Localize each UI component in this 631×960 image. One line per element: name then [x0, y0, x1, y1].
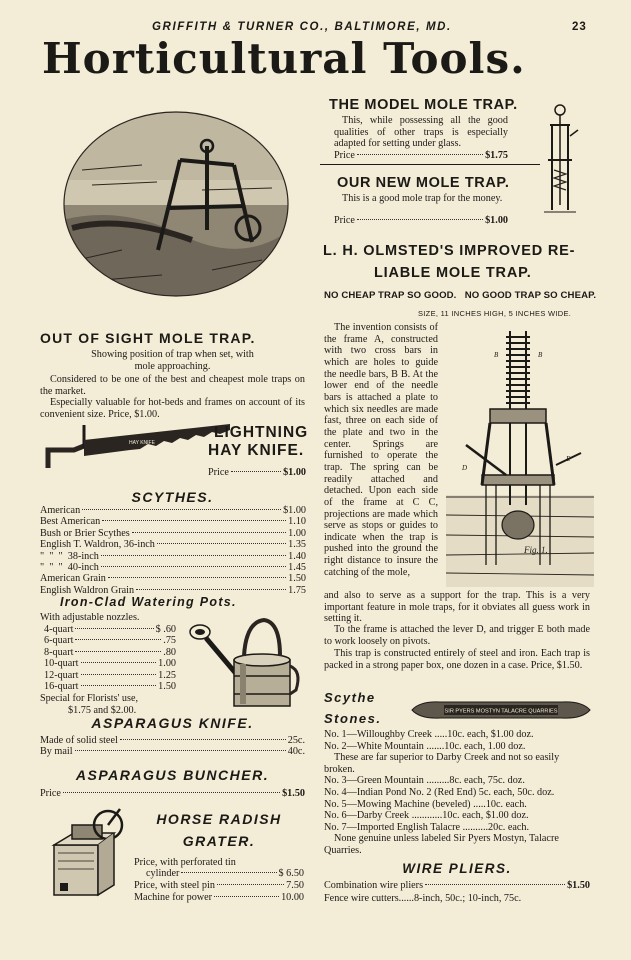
- asparagus-buncher-price-row: Price $1.50: [40, 788, 305, 799]
- watering-pots-title: Iron-Clad Watering Pots.: [60, 595, 237, 609]
- grater-item-2-row: Price, with steel pin 7.50: [134, 880, 304, 891]
- olmsted-title-2: LIABLE MOLE TRAP.: [374, 265, 532, 281]
- out-of-sight-title: OUT OF SIGHT MOLE TRAP.: [40, 330, 256, 346]
- hay-knife-illustration: [44, 420, 234, 476]
- asparagus-knife-title: ASPARAGUS KNIFE.: [91, 715, 254, 731]
- list-item: No. 4—Indian Pond No. 2 (Red End) 5c. each, 50c. doz.: [324, 786, 555, 798]
- scythe-stone-illustration: [410, 699, 592, 721]
- list-item: Best American 1.10: [40, 516, 306, 528]
- list-item: Bush or Brier Scythes 1.00: [40, 527, 306, 539]
- lightning-title-2: HAY KNIFE.: [208, 442, 305, 459]
- new-mole-trap-desc: This is a good mole trap for the money.: [342, 193, 503, 204]
- scythe-stones-list: [324, 729, 590, 857]
- watering-list: [44, 624, 176, 692]
- list-item: Made of solid steel 25c.: [40, 735, 305, 746]
- model-mole-trap-illustration: [540, 100, 580, 220]
- list-item: English T. Waldron, 36-inch 1.35: [40, 539, 306, 551]
- list-item: No. 1—Willoughby Creek .....10c. each, $1.00 doz.: [324, 729, 534, 740]
- page-title: Horticultural Tools.: [42, 34, 526, 83]
- asparagus-knife-list: [40, 735, 305, 758]
- olmsted-description-full-2: To the frame is attached the lever D, and trigger E both made to work loosely on pivots.: [324, 624, 590, 647]
- list-item: 10-quart 1.00: [44, 658, 176, 670]
- hay-knife-label: HAY KNIFE: [129, 440, 155, 446]
- model-mole-trap-desc: This, while possessing all the good qualities of other traps is especially adapted for setting under glass.: [334, 115, 508, 150]
- list-item: No. 2—White Mountain .......10c. each, 1.00 doz.: [324, 740, 526, 752]
- svg-text:B: B: [538, 351, 543, 359]
- grater-item-1-row: cylinder $ 6.50: [146, 868, 304, 879]
- list-item: No. 6—Darby Creek ............10c. each, $1.00 doz.: [324, 810, 529, 822]
- scythe-stones-title-1: Scythe: [324, 690, 376, 705]
- svg-text:B: B: [494, 351, 499, 359]
- olmsted-description-full: and also to serve as a support for the trap. This is a very important feature in mole traps, for it obviates all guess work in setting it.: [324, 590, 590, 625]
- model-mole-trap-price-row: Price $1.75: [334, 150, 508, 161]
- list-item: American $1.00: [40, 505, 306, 516]
- list-item: No. 3—Green Mountain .........8c. each, 75c. doz.: [324, 775, 525, 787]
- list-item: These are far superior to Darby Creek and not so easily broken.: [324, 752, 560, 775]
- list-item: No. 5—Mowing Machine (beveled) .....10c. each.: [324, 798, 527, 810]
- watering-special-2: $1.75 and $2.00.: [68, 705, 137, 716]
- model-mole-trap-title: THE MODEL MOLE TRAP.: [329, 97, 518, 113]
- list-item: 12-quart 1.25: [44, 669, 176, 681]
- page-number: 23: [572, 21, 587, 33]
- wire-pliers-row-1: Combination wire pliers $1.50: [324, 880, 590, 891]
- olmsted-description-full-3: This trap is constructed entirely of steel and iron. Each trap is packed in a strong paper box, one dozen in a case. Price, $1.50.: [324, 648, 590, 671]
- figure-caption: Fig. 1.: [524, 545, 548, 555]
- list-item: 4-quart $ .60: [44, 624, 176, 635]
- svg-text:E: E: [566, 455, 571, 463]
- new-mole-trap-price-row: Price $1.00: [334, 215, 508, 226]
- horse-radish-title-1: HORSE RADISH: [156, 811, 282, 827]
- olmsted-description-column: The invention consists of the frame A, constructed with two cross bars in which are holes to guide the needle bars, B B. At the lower end of the needle bars is attached a plate to which six needles are made fast, three on each side of the plate and two in the center. Springs are furnished to operate the trap. The spring can be readily attached and detached. Upon each side of the frame at C C, projections are made which serve as stops or guides to indicate when the trap is pushed into the ground the right distance to insure the catching of the mole,: [324, 322, 438, 578]
- out-of-sight-caption-2: mole approaching.: [134, 361, 211, 372]
- list-item: No. 7—Imported English Talacre ..........20c. each.: [324, 821, 530, 833]
- list-item: " " " 40-inch 1.45: [40, 562, 306, 574]
- list-item: By mail 40c.: [40, 746, 305, 758]
- divider: [320, 164, 540, 165]
- price-label: Price: [208, 467, 229, 478]
- scythes-list: [40, 505, 306, 596]
- wire-pliers-row-2: Fence wire cutters......8-inch, 50c.; 10-inch, 75c.: [324, 893, 522, 904]
- watering-pot-illustration: [186, 616, 304, 712]
- scythe-stones-title-2: Stones.: [324, 711, 382, 726]
- list-item: 8-quart .80: [44, 646, 176, 658]
- lightning-title-1: LIGHTNING: [214, 424, 309, 441]
- list-item: American Grain 1.50: [40, 573, 306, 585]
- horse-radish-title-2: GRATER.: [182, 833, 256, 849]
- olmsted-tagline: NO CHEAP TRAP SO GOOD. NO GOOD TRAP SO CHEAP.: [324, 290, 597, 301]
- price-value: $1.00: [283, 467, 306, 478]
- list-item: " " " 38-inch 1.40: [40, 550, 306, 562]
- list-item: 16-quart 1.50: [44, 681, 176, 693]
- grater-item-3-row: Machine for power 10.00: [134, 892, 304, 903]
- svg-text:D: D: [462, 464, 468, 472]
- watering-intro: With adjustable nozzles.: [40, 612, 140, 623]
- out-of-sight-mole-trap-illustration: [62, 110, 290, 298]
- out-of-sight-desc-2: Especially valuable for hot-beds and frames on account of its convenient size. Price, $1.00.: [40, 397, 305, 420]
- running-header: GRIFFITH & TURNER CO., BALTIMORE, MD.: [152, 21, 452, 33]
- olmsted-title-1: L. H. OLMSTED'S IMPROVED RE-: [323, 243, 576, 259]
- wire-pliers-title: WIRE PLIERS.: [402, 861, 512, 876]
- olmsted-trap-illustration: [446, 325, 594, 587]
- list-item: None genuine unless labeled Sir Pyers Mostyn, Talacre Quarries.: [324, 833, 559, 856]
- olmsted-size: SIZE, 11 INCHES HIGH, 5 INCHES WIDE.: [418, 309, 572, 318]
- out-of-sight-caption-1: Showing position of trap when set, with: [91, 349, 254, 360]
- new-mole-trap-title: OUR NEW MOLE TRAP.: [337, 175, 510, 191]
- horse-radish-grater-illustration: [46, 805, 126, 905]
- grater-item-1a: Price, with perforated tin: [134, 857, 236, 868]
- scythes-title: SCYTHES.: [131, 489, 214, 505]
- watering-special-1: Special for Florists' use,: [40, 693, 139, 704]
- list-item: English Waldron Grain 1.75: [40, 584, 306, 596]
- stone-label: SIR PYERS MOSTYN TALACRE QUARRIES: [444, 708, 558, 715]
- list-item: 6-quart .75: [44, 635, 176, 647]
- lightning-price-row: [208, 467, 306, 478]
- out-of-sight-desc: Considered to be one of the best and cheapest mole traps on the market.: [40, 374, 305, 397]
- asparagus-buncher-title: ASPARAGUS BUNCHER.: [75, 767, 270, 783]
